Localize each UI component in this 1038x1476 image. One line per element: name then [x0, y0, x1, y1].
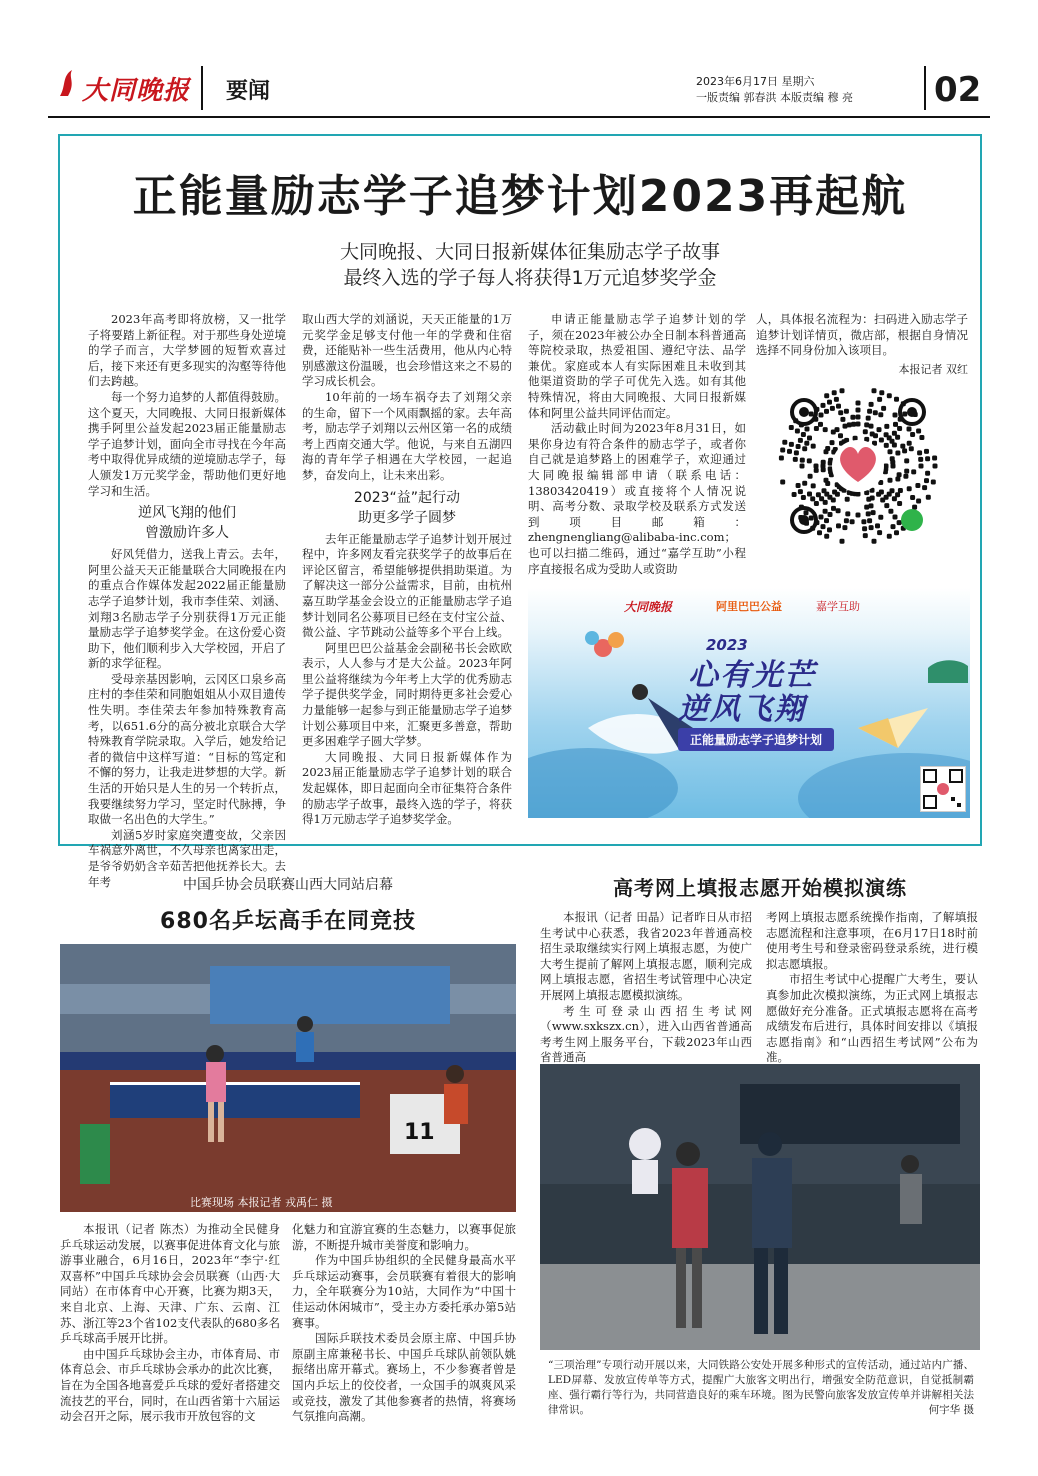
poster-year: 2023 [706, 636, 748, 654]
lead-subhead-2a: 2023“益”起行动 [353, 489, 461, 506]
gaokao-col2-para: 考网上填报志愿系统操作指南，了解填报志愿流程和注意事项，在6月17日18时前使用考生号和登录密码登录系统，进行模拟志愿填报。 [766, 910, 978, 971]
masthead-divider [201, 66, 203, 110]
scoreboard-number: 11 [404, 1120, 435, 1145]
lead-column-1 [88, 312, 286, 890]
pingpong-kicker: 中国乒协会员联赛山西大同站启幕 [183, 877, 393, 893]
pingpong-col2-para: 作为中国乒协组织的全民健身最高水平乒乓球运动赛事，会员联赛有着很大的影响力，全年联赛分为10站，大同作为“中国十佳运动休闲城市”，受主办方委托承办第5站赛事。 [292, 1253, 516, 1330]
lead-col2-para: 阿里巴巴公益基金会副秘书长会欧欧表示，人人参与才是大公益。2023年阿里公益将继续为今年考上大学的优秀励志学子提供奖学金，同时期待更多社会爱心力量能够一起参与到正能量励志学子追梦计划公募项目中来，汇聚更多善意，帮助更多困难学子圆大学梦。 [302, 640, 512, 749]
poster-logo-2: 阿里巴巴公益 [716, 600, 782, 613]
lead-deck-line2: 最终入选的学子每人将获得1万元追梦奖学金 [343, 267, 717, 289]
section-title: 要闻 [226, 79, 271, 104]
pingpong-column-1 [60, 1222, 280, 1425]
lead-column-2 [302, 312, 512, 828]
pingpong-photo-caption: 比赛现场 本报记者 戎禹仁 摄 [190, 1196, 333, 1209]
gaokao-col1-para: 本报讯（记者 田晶）记者昨日从市招生考试中心获悉，我省2023年普通高校招生录取继续实行网上填报志愿，为使广大考生提前了解网上填报志愿，顺利完成网上填报志愿，省招生考试管理中心决定开展网上填报志愿模拟演练。 [540, 910, 752, 1002]
qr-code[interactable] [770, 378, 946, 554]
page-number: 02 [934, 70, 982, 110]
station-caption-text: “三项治理”专项行动开展以来，大同铁路公安处开展多种形式的宣传活动，通过站内广播、LED屏幕、发放宣传单等方式，提醒广大旅客文明出行，增强安全防范意识，自觉抵制霸座、强行霸行等行为，共同营造良好的乘车环境。图为民警向旅客发放宣传单并讲解相关法律常识。 [548, 1359, 974, 1416]
poster-slogan-top: 心有光芒 [688, 658, 816, 693]
station-photo [540, 1064, 980, 1350]
lead-col3-para: 活动截止时间为2023年8月31日，如果你身边有符合条件的励志学子，或者你自己就是追梦路上的困难学子，欢迎通过大同晚报编辑部申请（联系电话：13803420419）或直接将个人情况说明、高考分数、录取学校及联系方式发送到项目邮箱：zhengnengliang@alibaba-inc.com；也可以扫描二维码，通过“嘉学互助”小程序直接报名成为受助人或资助 [528, 421, 746, 576]
poster-logo-1: 大同晚报 [624, 600, 673, 614]
lead-deck-line1: 大同晚报、大同日报新媒体征集励志学子故事 [339, 241, 720, 263]
lead-col2-para: 去年正能量励志学子追梦计划开展过程中，许多网友看完获奖学子的故事后在评论区留言，希望能够提供捐助渠道。为了解决这一部分公益需求，目前，由杭州嘉互助学基金会设立的正能量励志学子追梦计划同名公募项目已经在支付宝公益、微公益、字节跳动公益等多个平台上线。 [302, 531, 512, 640]
lead-subhead-1b: 曾激励许多人 [145, 525, 229, 542]
lead-subhead-1a: 逆风飞翔的他们 [138, 505, 236, 522]
lead-col2-para: 大同晚报、大同日报新媒体作为2023届正能量励志学子追梦计划的联合发起媒体，即日起面向全市征集符合条件的励志学子故事，最终入选的学子，将获得1万元励志学子追梦奖学金。 [302, 749, 512, 827]
lead-col1-para: 每一个努力追梦的人都值得鼓励。这个夏天，大同晚报、大同日报新媒体携手阿里公益发起2023届正能量励志学子追梦计划，面向全市寻找在今年高考中取得优异成绩的逆境励志学子，每人颁发1万元奖学金，帮助他们更好地学习和生活。 [88, 389, 286, 498]
editors-line: 一版责编 郭春洪 本版责编 穆 亮 [696, 91, 853, 104]
pingpong-photo-illustration [60, 944, 516, 1212]
masthead-logo: 大同晚报 [82, 76, 191, 106]
poster-qr-icon [921, 767, 965, 811]
pingpong-col2-para: 化魅力和宜游宜赛的生态魅力，以赛事促旅游，不断提升城市美誉度和影响力。 [292, 1222, 516, 1252]
lead-col1-para: 受母亲基因影响，云冈区口泉乡高庄村的李佳荣和同胞姐姐从小双目遗传性失明。李佳荣去年参加特殊教育高考，以651.6分的高分被北京联合大学特殊教育学院录取。入学后，她发给记者的微信中这样写道：“目标的笃定和不懈的努力，让我走进梦想的大学。新生活的开始只是人生的另一个转折点，我要继续努力学习，坚定时代脉搏，争取做一名出色的大学生。” [88, 671, 286, 827]
station-photo-credit: 何宇华 摄 [928, 1404, 974, 1416]
lead-subhead-2b: 助更多学子圆梦 [358, 509, 456, 526]
lead-col4-para: 人，具体报名流程为：扫码进入励志学子追梦计划详情页，微店部，根据自身情况选择不同身份加入该项目。 [756, 312, 968, 358]
masthead [48, 60, 990, 122]
lead-column-3 [528, 312, 746, 577]
masthead-logo-mark [56, 68, 80, 98]
station-photo-illustration [540, 1064, 980, 1350]
masthead-rule [48, 116, 990, 118]
poster-slogan-bottom: 逆风飞翔 [678, 692, 806, 727]
pingpong-col2-para: 国际乒联技术委员会原主席、中国乒协原副主席兼秘书长、中国乒乓球队前领队姚振绪出席开幕式。赛场上，不少参赛者曾是国内乒坛上的佼佼者，一众国手的飒爽风采或竞技，激发了其他参赛者的热情，将赛场气氛推向高潮。 [292, 1331, 516, 1424]
poster-banner: 正能量励志学子追梦计划 [678, 728, 834, 751]
poster-qr-code[interactable] [920, 766, 966, 812]
gaokao-column-1 [540, 910, 752, 1066]
pingpong-column-2 [292, 1222, 516, 1425]
lead-column-4 [756, 312, 968, 377]
lead-headline: 正能量励志学子追梦计划2023再起航 [132, 171, 908, 222]
pingpong-headline: 680名乒坛高手在同竞技 [160, 909, 416, 934]
lead-byline: 本报记者 双红 [898, 362, 968, 376]
pingpong-col1-para: 由中国乒乓球协会主办，市体育局、市体育总会、市乒乓球协会承办的此次比赛，旨在为全国各地喜爱乒乓球的爱好者搭建交流技艺的平台，同时，在山西省第十六届运动会召开之际，展示我市开放包容的文 [60, 1346, 280, 1424]
lead-col2-para: 10年前的一场车祸夺去了刘翔父亲的生命，留下一个风雨飘摇的家。去年高考，励志学子刘翔以云州区第一名的成绩考上西南交通大学。他说，与来自五湖四海的青年学子相遇在大学校园，一起追梦，奋发向上，让未来出彩。 [302, 389, 512, 482]
gaokao-column-2 [766, 910, 978, 1066]
lead-col3-para: 申请正能量励志学子追梦计划的学子，须在2023年被公办全日制本科普通高等院校录取，热爱祖国、遵纪守法、品学兼优。家庭或本人有实际困难且未收到其他渠道资助的学子可优先入选。如有其他特殊情况，将由大同晚报、大同日报新媒体和阿里公益共同评估而定。 [528, 312, 746, 420]
pingpong-col1-para: 本报讯（记者 陈杰）为推动全民健身乒乓球运动发展，以赛事促进体育文化与旅游事业融合，6月16日，2023年“李宁·红双喜杯”中国乒乓球协会会员联赛（山西·大同站）在市体育中心开赛，比赛为期3天，来自北京、上海、天津、广东、云南、江苏、浙江等23个省102支代表队的680多名乒乓球高手展开比拼。 [60, 1222, 280, 1346]
pingpong-photo [60, 944, 516, 1212]
station-photo-caption [548, 1358, 974, 1418]
lead-col1-para: 好风凭借力，送我上青云。去年，阿里公益天天正能量联合大同晚报在内的重点合作媒体发起2022届正能量励志学子追梦计划，我市李佳荣、刘涵、刘翔3名励志学子分别获得1万元正能量励志学子追梦奖学金。在这份爱心资助下，他们顺利步入大学校园，开启了新的求学征程。 [88, 547, 286, 671]
poster-logo-3: 嘉学互助 [816, 600, 860, 613]
gaokao-headline: 高考网上填报志愿开始模拟演练 [613, 876, 907, 900]
lead-col2-para: 取山西大学的刘涵说，天天正能量的1万元奖学金足够支付他一年的学费和住宿费，还能贴补一些生活费用，他从内心特别感激这份温暖，也会珍惜这来之不易的学习成长机会。 [302, 312, 512, 389]
lead-col1-para: 刘涵5岁时家庭突遭变故，父亲因车祸意外离世，不久母亲也离家出走，是爷爷奶奶含辛茹苦把他抚养长大。去年考 [88, 827, 286, 889]
gaokao-col2-para: 市招生考试中心提醒广大考生，要认真参加此次模拟演练，为正式网上填报志愿做好充分准备。正式填报志愿将在高考成绩发布后进行，具体时间安排以《填报志愿指南》和“山西招生考试网”公布为准。 [766, 972, 978, 1065]
campaign-poster [528, 588, 970, 818]
gaokao-col1-para: 考生可登录山西招生考试网（www.sxkszx.cn），进入山西省普通高考考生网上服务平台，下载2023年山西省普通高 [540, 1003, 752, 1065]
lead-col1-para: 2023年高考即将放榜，又一批学子将要踏上新征程。对于那些身处逆境的学子而言，大学梦圆的短暂欢喜过后，接下来还有更多现实的沟壑等待他们去跨越。 [88, 312, 286, 389]
qr-code-graphic [770, 378, 946, 554]
issue-date: 2023年6月17日 星期六 [696, 75, 815, 88]
page-number-divider [924, 66, 926, 110]
